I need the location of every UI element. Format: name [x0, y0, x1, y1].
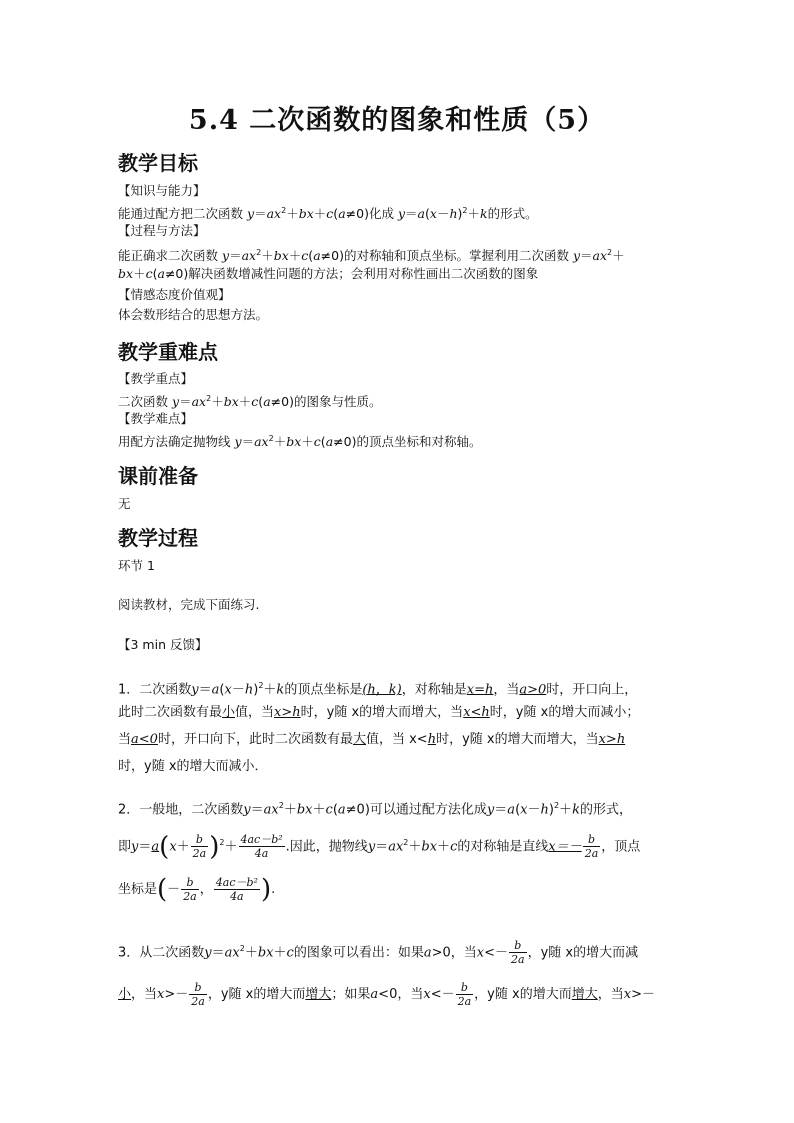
q1-line-2: 此时二次函数有最小值，当x>h时，y随 x的增大而增大，当x<h时，y随 x的增大而减小；: [118, 705, 640, 720]
section-heading-goals: 教学目标: [118, 151, 198, 175]
process-method-label: 【过程与方法】: [118, 223, 206, 238]
difficulty-label: 【教学难点】: [118, 411, 194, 426]
q2-line-2: 即y＝a(x＋ $\frac{b}{2a}$ )$^2$＋ $\frac{\text{4ac－b²}}{4a}$ .因此，抛物线$y=ax^2+bx+c$的对称轴是直线x＝－ $\frac{b}{2a}$ ，顶点: [118, 831, 641, 862]
q2-line-3: 坐标是(－ $\frac{b}{2a}$ ， $\frac{\text{4ac－b²}}{4a}$ ).: [118, 874, 276, 905]
knowledge-label: 【知识与能力】: [118, 183, 206, 198]
focus-label: 【教学重点】: [118, 371, 194, 386]
q1-line-3: 当a<0时，开口向下，此时二次函数有最大值，当 x<h时，y随 x的增大而增大，当x>h: [118, 732, 626, 747]
section-heading-prep: 课前准备: [118, 464, 198, 488]
process-step: 环节 1: [118, 558, 155, 573]
page-title: 5.4 二次函数的图象和性质（5）: [188, 105, 606, 136]
q1-line-4: 时，y随 x的增大而减小．: [118, 759, 268, 774]
process-method-text: 能正确求二次函数 $y=ax^2+bx+c(a\ne 0)$的对称轴和顶点坐标。掌握利用二次函数 $y=ax^2+$: [118, 248, 625, 264]
q1-line-1: 1．二次函数$y=a(x-h)^2+k$的顶点坐标是(h，k)，对称轴是x=h，当a>0时，开口向上，: [118, 681, 638, 698]
feedback-label: 【3 min 反馈】: [118, 637, 208, 652]
q3-line-1: 3．从二次函数$y=ax^2+bx+c$的图象可以看出：如果a>0，当x<－ $\frac{b}{2a}$ ，y随 x的增大而减: [118, 939, 639, 967]
focus-text: 二次函数 $y=ax^2+bx+c(a\ne 0)$的图象与性质。: [118, 394, 382, 410]
section-heading-process: 教学过程: [118, 526, 198, 550]
difficulty-text: 用配方法确定抛物线 $y=ax^2+bx+c(a\ne 0)$的顶点坐标和对称轴。: [118, 434, 482, 450]
process-method-text-2: bx＋c(a≠0)解决函数增减性问题的方法；会利用对称性画出二次函数的图象: [118, 266, 539, 281]
prep-text: 无: [118, 496, 131, 511]
emotion-label: 【情感态度价值观】: [118, 287, 231, 302]
q3-line-2: 小，当x>－ $\frac{b}{2a}$ ，y随 x的增大而增大；如果a<0，当x<－ $\frac{b}{2a}$ ，y随 x的增大而增大，当x>－: [118, 981, 655, 1008]
section-heading-keypoints: 教学重难点: [118, 340, 218, 364]
knowledge-text: 能通过配方把二次函数 $y=ax^2+bx+c(a\ne 0)$化成 $y=a(x-h)^2+k$的形式。: [118, 206, 538, 222]
emotion-text: 体会数形结合的思想方法。: [118, 307, 269, 322]
q2-line-1: 2．一般地，二次函数$y=ax^2+bx+c(a\ne 0)$可以通过配方法化成$y=a(x-h)^2+k$的形式，: [118, 801, 632, 818]
process-intro: 阅读教材，完成下面练习.: [118, 597, 260, 612]
